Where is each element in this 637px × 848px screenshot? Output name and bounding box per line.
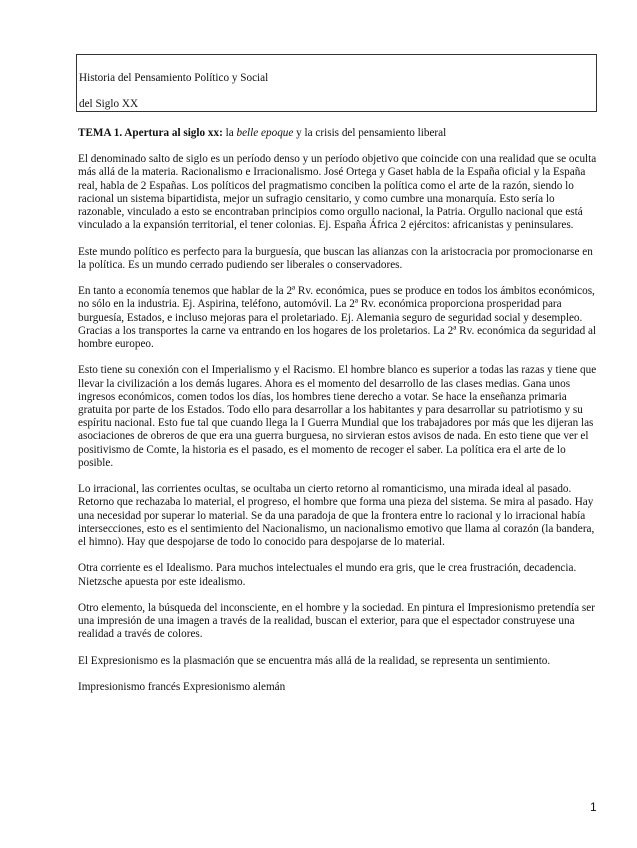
paragraph: Otro elemento, la búsqueda del inconsciente, en el hombre y la sociedad. En pintura el Impresionismo pretendía ser una impresión de una imagen a través de la realidad, buscan el exterior, para que el espectador construyese una realidad a través de colores. xyxy=(78,602,595,641)
paragraph: En tanto a economía tenemos que hablar de la 2ª Rv. económica, pues se produce en todos los ámbitos económicos, no sólo en la industria. Ej. Aspirina, teléfono, automóvil. La 2ª Rv. económica proporciona prosperidad para burguesía, Estados, e incluso mejoras para el proletariado. Ej. Alemania seguro de seguridad social y desempleo. Gracias a los transportes la carne va entrando en los hogares de los proletarios. La 2ª Rv. económica da seguridad al hombre europeo. xyxy=(78,285,597,351)
topic-heading-prefix: la xyxy=(222,127,237,139)
paragraph: Impresionismo francés Expresionismo alemán xyxy=(78,681,286,694)
document-body xyxy=(78,127,600,708)
topic-heading xyxy=(78,127,600,140)
paragraph: El Expresionismo es la plasmación que se encuentra más allá de la realidad, se representa un sentimiento. xyxy=(78,654,551,667)
paragraph: El denominado salto de siglo es un período denso y un período objetivo que coincide con una realidad que se oculta más allá de la materia. Racionalismo e Irracionalismo. José Ortega y Gaset habla de la España oficial y la España real, habla de 2 Españas. Los políticos del pragmatismo conciben la política como el arte de la razón, siendo lo racional un sistema bipartidista, mejor un sufragio censitario, y como cumbre una monarquía. Esto sería lo razonable, vinculado a esto se encontraban principios como orgullo nacional, la Patria. Orgullo nacional que está vinculado a la expansión territorial, el tener colonias. Ej. España África 2 ejércitos: africanistas y peninsulares. xyxy=(78,153,597,232)
paragraph: Este mundo político es perfecto para la burguesía, que buscan las alianzas con la aristocracia por promocionarse en la política. Es un mundo cerrado pudiendo ser liberales o conservadores. xyxy=(78,245,593,271)
topic-heading-label: TEMA 1. Apertura al siglo xx: xyxy=(78,127,223,139)
paragraph: Otra corriente es el Idealismo. Para muchos intelectuales el mundo era gris, que le crea frustración, decadencia. Nietzsche apuesta por este idealismo. xyxy=(78,562,577,588)
topic-heading-italic: belle epoque xyxy=(236,127,294,139)
paragraph: Lo irracional, las corrientes ocultas, se ocultaba un cierto retorno al romanticismo, una mirada ideal al pasado. Retorno que rechazaba lo material, el progreso, el hombre que forma una pieza del sistema. Se mira al pasado. Hay una necesidad por superar lo material. Se da una paradoja de que la frontera entre lo racional y lo irracional había intersecciones, esto es el sentimiento del Nacionalismo, un nacionalismo emotivo que llama al corazón (la bandera, el himno). Hay que despojarse de todo lo conocido para despojarse de lo material. xyxy=(78,483,595,549)
page-number: 1 xyxy=(590,800,597,814)
topic-heading-suffix: y la crisis del pensamiento liberal xyxy=(293,127,447,139)
header-course-subtitle: del Siglo XX xyxy=(79,98,139,110)
header-course-title: Historia del Pensamiento Político y Social xyxy=(79,72,269,84)
paragraph: Esto tiene su conexión con el Imperialismo y el Racismo. El hombre blanco es superior a todas las razas y tiene que llevar la civilización a los demás lugares. Ahora es el momento del desarrollo de las clases medias. Gana unos ingresos económicos, comen todos los días, los hombres tiene derecho a votar. Se hace la enseñanza primaria gratuita por parte de los Estados. Todo ello para desarrollar a los habitantes y para desarrollar su patriotismo y su espíritu nacional. Esto fue tal que cuando llega la I Guerra Mundial que los trabajadores por más que les dijeran las asociaciones de obreros de que era una guerra burguesa, no sirvieran estos avisos de nada. En esto tiene que ver el positivismo de Comte, la historia es el pasado, es el momento de recoger el saber. La política era el arte de lo posible. xyxy=(78,364,597,469)
document-header-box xyxy=(76,54,597,112)
